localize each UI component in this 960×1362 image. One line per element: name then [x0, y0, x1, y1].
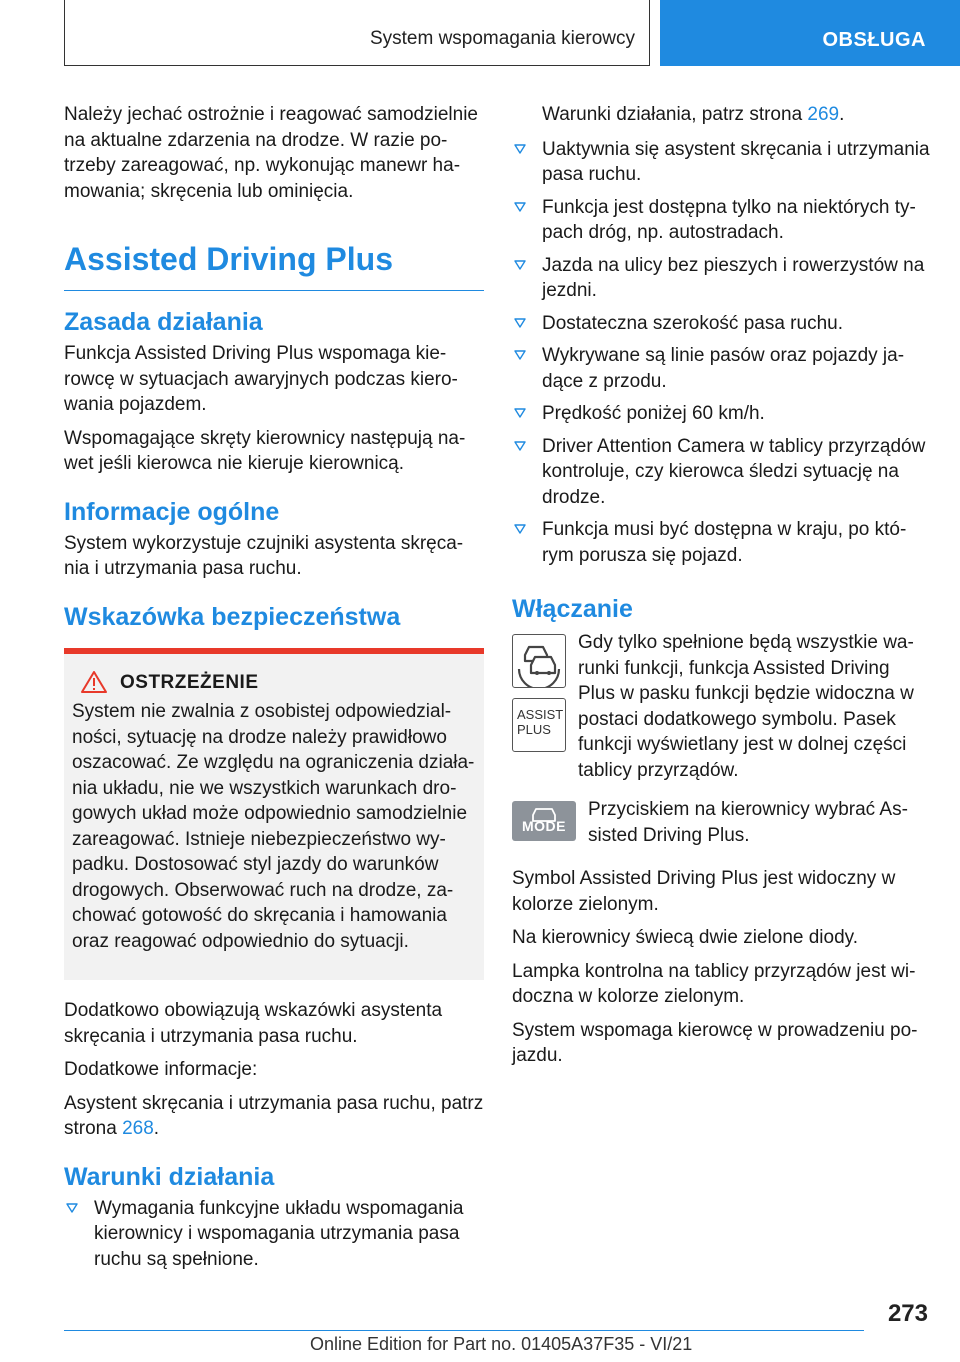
list-item: Jazda na ulicy bez pieszych i rowerzystów na jezdni. [512, 253, 930, 304]
mode-button-icon [512, 801, 576, 841]
paragraph-system-supports: System wspomaga kierowcę w prowadzeniu po-jazdu. [512, 1019, 918, 1066]
warning-box [64, 648, 484, 981]
principle-paragraph-1: Funkcja Assisted Driving Plus wspomaga kie-rowcę w sytuacjach awaryjnych podczas kiero-wania pojazdem. [64, 343, 458, 415]
section-title: System wspomagania kierowcy [369, 28, 635, 49]
bullet-triangle-icon [514, 441, 526, 451]
bullet-triangle-icon [514, 350, 526, 360]
conditions-list-start [64, 1196, 484, 1273]
icon-stack [512, 634, 568, 762]
heading-conditions: Warunki działania [64, 1162, 275, 1191]
warning-text: System nie zwalnia z osobistej odpowiedzial-ności, sytuację na drodze należy prawidłowo oszacować. Ze względu na ograniczenia działa-nia układu, nie we wszystkich warunkach dro-gowych układ może odpowiednio samodzielnie zareagować. Istnieje niebezpieczeństwo wy-padku. Dostosować styl jazdy do warunków drogowych. Obserwować ruch na drodze, za-chować gotowość do skręcania i hamowania oraz reagować odpowiednio do sytuacji. [72, 701, 475, 952]
conditions-continued: Warunki działania, patrz strona 269. [542, 104, 845, 125]
left-column [64, 102, 484, 1279]
list-item: Wykrywane są linie pasów oraz pojazdy ja-dące z przodu. [512, 343, 930, 394]
additional-paragraph-3: Asystent skręcania i utrzymania pasa ruchu, patrz strona 268. [64, 1092, 484, 1139]
page-number: 273 [887, 1300, 928, 1327]
bullet-triangle-icon [514, 202, 526, 212]
driving-assist-cars-icon [512, 634, 566, 688]
warning-triangle-icon [80, 670, 108, 694]
conditions-list [512, 137, 930, 569]
bullet-triangle-icon [514, 260, 526, 270]
paragraph-green-leds: Na kierownicy świecą dwie zielone diody. [512, 927, 859, 948]
list-item: Uaktywnia się asystent skręcania i utrzymania pasa ruchu. [512, 137, 930, 188]
heading-activation: Włączanie [512, 595, 633, 623]
principle-paragraph-2: Wspomagające skręty kierownicy następują na-wet jeśli kierowca nie kieruje kierownicą. [64, 427, 466, 474]
right-column [512, 102, 930, 1077]
list-item: Funkcja musi być dostępna w kraju, po któ-rym porusza się pojazd. [512, 517, 930, 568]
bullet-triangle-icon [514, 318, 526, 328]
page-link-269[interactable]: 269 [807, 104, 840, 125]
additional-paragraph-1: Dodatkowo obowiązują wskazówki asystenta skręcania i utrzymania pasa ruchu. [64, 1000, 443, 1047]
chapter-tab[interactable] [660, 0, 960, 66]
intro-paragraph: Należy jechać ostrożnie i reagować samodzielnie na aktualne zdarzenia na drodze. W razie po-trzeby zareagować, np. wykonując manewr ha-mowania; skręcenia lub ominięcia. [64, 104, 478, 202]
activation-paragraph-1: Gdy tylko spełnione będą wszystkie wa-runki funkcji, funkcja Assisted Driving Plus w pasku funkcji będzie widoczna w postaci dodatkowego symbolu. Pasek funkcji wyświetlany jest w dolnej części tablicy przyrządów. [578, 632, 914, 781]
bullet-triangle-icon [514, 524, 526, 534]
activation-block [512, 634, 930, 791]
list-item: Dostateczna szerokość pasa ruchu. [512, 311, 930, 337]
bullet-triangle-icon [514, 408, 526, 418]
additional-paragraph-2: Dodatkowe informacje: [64, 1059, 258, 1080]
assist-plus-icon [512, 698, 566, 752]
page-link-268[interactable]: 268 [122, 1118, 154, 1139]
main-heading: Assisted Driving Plus [64, 240, 484, 291]
paragraph-indicator-lamp: Lampka kontrolna na tablicy przyrządów jest wi-doczna w kolorze zielonym. [512, 960, 916, 1007]
plus-label: PLUS [517, 722, 551, 737]
header-frame [64, 0, 650, 66]
list-item: Wymagania funkcyjne układu wspomagania kierownicy i wspomagania utrzymania pasa ruchu są spełnione. [64, 1196, 484, 1273]
list-item: Prędkość poniżej 60 km/h. [512, 401, 930, 427]
heading-general: Informacje ogólne [64, 497, 280, 526]
footer-divider [64, 1330, 864, 1331]
activation-paragraph-2: Przyciskiem na kierownicy wybrać As-sisted Driving Plus. [588, 799, 908, 846]
cars-steering-icon [513, 635, 565, 687]
mode-block [512, 801, 930, 856]
paragraph-symbol-green: Symbol Assisted Driving Plus jest widoczny w kolorze zielonym. [512, 868, 896, 915]
bullet-triangle-icon [514, 144, 526, 154]
assist-label: ASSIST [517, 707, 564, 722]
heading-principle: Zasada działania [64, 308, 263, 336]
warning-title: OSTRZEŻENIE [120, 671, 259, 693]
general-paragraph: System wykorzystuje czujniki asystenta skręca-nia i utrzymania pasa ruchu. [64, 532, 464, 579]
mode-label: MODE [522, 817, 566, 834]
chapter-tab-label: OBSŁUGA [822, 29, 926, 51]
list-item: Driver Attention Camera w tablicy przyrządów kontroluje, czy kierowca śledzi sytuację na drodze. [512, 434, 930, 511]
list-item: Funkcja jest dostępna tylko na niektórych ty-pach dróg, np. autostradach. [512, 195, 930, 246]
edition-footer: Online Edition for Part no. 01405A37F35 - VI/21 [310, 1334, 693, 1354]
warning-header [72, 670, 476, 696]
heading-safety: Wskazówka bezpieczeństwa [64, 602, 401, 631]
bullet-triangle-icon [66, 1203, 78, 1213]
